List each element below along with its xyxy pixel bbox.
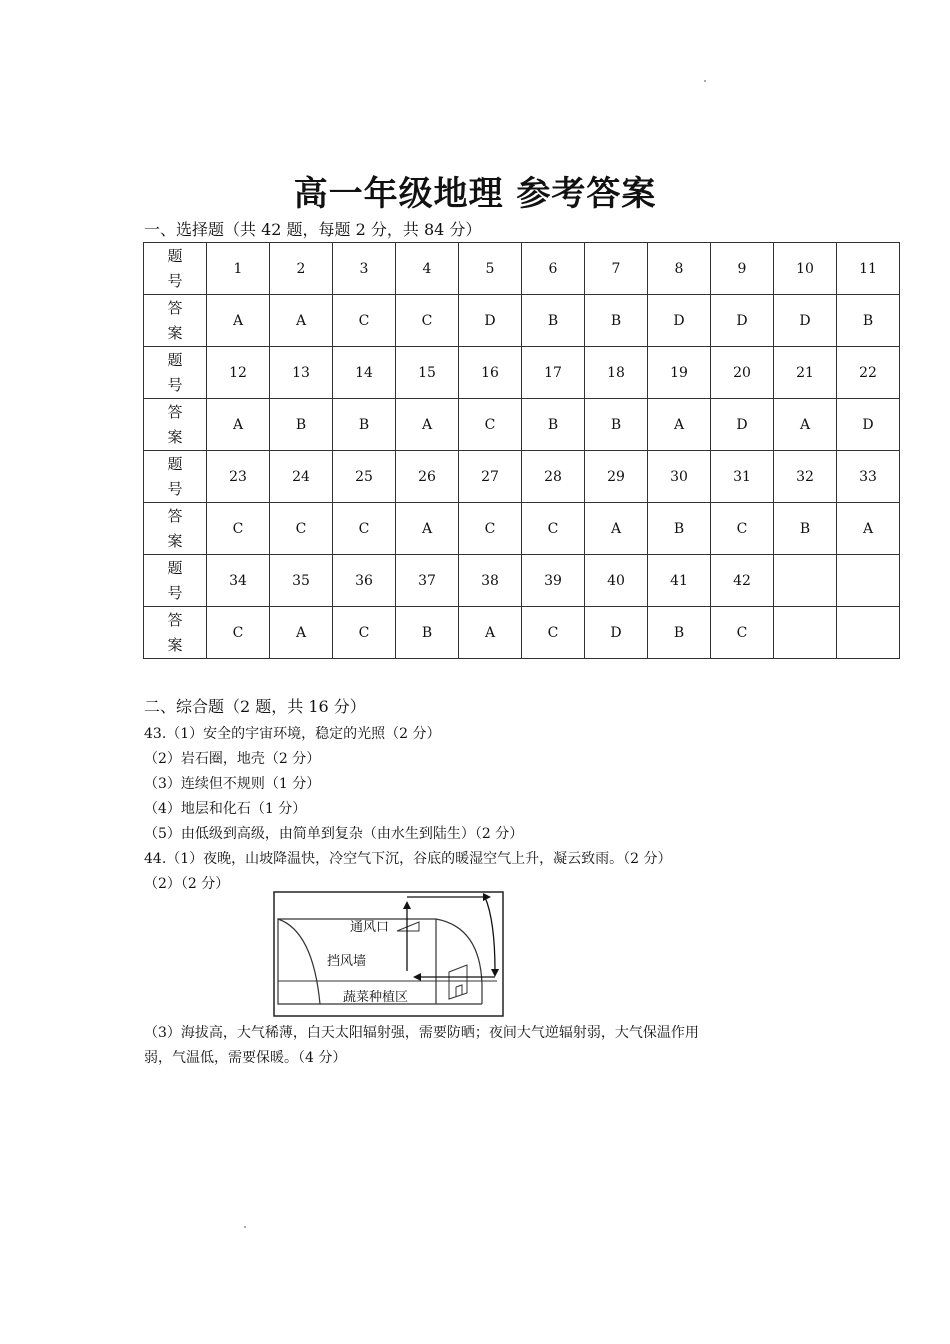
answer-cell: A (585, 503, 648, 555)
answer-cell: C (711, 503, 774, 555)
question-number-cell: 37 (396, 555, 459, 607)
question-number-cell: 40 (585, 555, 648, 607)
answer-row (144, 607, 900, 659)
answer-cell: B (648, 607, 711, 659)
question-number-cell: 4 (396, 243, 459, 295)
question-number-cell: 20 (711, 347, 774, 399)
question-number-cell: 36 (333, 555, 396, 607)
label-wall: 挡风墙 (327, 954, 367, 969)
question-number-cell: 22 (837, 347, 900, 399)
answer-cell: D (711, 295, 774, 347)
question-number-cell: 17 (522, 347, 585, 399)
question-number-cell: 2 (270, 243, 333, 295)
answer-cell: C (270, 503, 333, 555)
answer-cell: C (333, 607, 396, 659)
answer-cell (774, 607, 837, 659)
answer-line: （3）海拔高，大气稀薄，白天太阳辐射强，需要防晒；夜间大气逆辐射弱，大气保温作用 (144, 1025, 699, 1041)
answer-cell: D (774, 295, 837, 347)
answer-cell: B (648, 503, 711, 555)
answer-line: 43.（1）安全的宇宙环境，稳定的光照（2 分） (144, 726, 441, 742)
answer-cell: D (837, 399, 900, 451)
row-label-answer: 答 案 (144, 399, 207, 451)
question-number-cell: 30 (648, 451, 711, 503)
answer-cell: C (333, 295, 396, 347)
question-number-cell: 41 (648, 555, 711, 607)
question-number-cell: 19 (648, 347, 711, 399)
answer-cell: B (837, 295, 900, 347)
answer-cell: C (207, 607, 270, 659)
answer-cell: A (396, 503, 459, 555)
question-number-cell: 3 (333, 243, 396, 295)
question-number-cell: 32 (774, 451, 837, 503)
question-number-row (144, 243, 900, 295)
question-number-cell: 14 (333, 347, 396, 399)
answer-cell: B (522, 399, 585, 451)
question-number-cell: 35 (270, 555, 333, 607)
answer-row (144, 399, 900, 451)
answer-cell: D (459, 295, 522, 347)
answer-cell: C (459, 399, 522, 451)
answer-cell: C (396, 295, 459, 347)
question-number-cell: 1 (207, 243, 270, 295)
question-number-cell: 10 (774, 243, 837, 295)
question-number-cell: 38 (459, 555, 522, 607)
question-number-row (144, 451, 900, 503)
question-number-cell: 21 (774, 347, 837, 399)
answer-line: （3）连续但不规则（1 分） (144, 776, 321, 792)
answer-cell: B (333, 399, 396, 451)
answer-cell: A (207, 295, 270, 347)
question-number-cell: 16 (459, 347, 522, 399)
answer-line: （5）由低级到高级，由简单到复杂（由水生到陆生）（2 分） (144, 826, 524, 842)
question-number-cell: 18 (585, 347, 648, 399)
question-number-cell: 28 (522, 451, 585, 503)
answer-cell: A (207, 399, 270, 451)
row-label-question: 题 号 (144, 347, 207, 399)
answer-row (144, 295, 900, 347)
question-number-cell: 25 (333, 451, 396, 503)
row-label-question: 题 号 (144, 555, 207, 607)
answer-cell: B (585, 295, 648, 347)
question-number-cell: 33 (837, 451, 900, 503)
answer-cell: D (711, 399, 774, 451)
question-number-cell: 39 (522, 555, 585, 607)
question-number-cell: 27 (459, 451, 522, 503)
answer-cell: C (459, 503, 522, 555)
page-title: 高一年级地理 参考答案 (293, 174, 657, 214)
answer-cell: B (396, 607, 459, 659)
section-1-heading: 一、选择题（共 42 题，每题 2 分，共 84 分） (144, 220, 482, 239)
greenhouse-diagram (273, 891, 504, 1017)
row-label-answer: 答 案 (144, 295, 207, 347)
question-number-cell: 7 (585, 243, 648, 295)
answer-table (143, 242, 900, 659)
question-number-cell: 26 (396, 451, 459, 503)
answer-cell: A (270, 607, 333, 659)
answer-cell: B (774, 503, 837, 555)
scan-speck (244, 1226, 246, 1228)
answer-cell: B (270, 399, 333, 451)
question-number-cell: 34 (207, 555, 270, 607)
answer-line: 弱，气温低，需要保暖。（4 分） (144, 1050, 347, 1066)
question-number-cell: 8 (648, 243, 711, 295)
question-number-cell: 9 (711, 243, 774, 295)
question-number-cell (837, 555, 900, 607)
question-number-cell: 5 (459, 243, 522, 295)
label-area: 蔬菜种植区 (343, 990, 409, 1005)
answer-cell: B (522, 295, 585, 347)
answer-cell: C (711, 607, 774, 659)
answer-cell: C (333, 503, 396, 555)
answer-cell: D (648, 295, 711, 347)
answer-cell: A (774, 399, 837, 451)
answer-cell: A (270, 295, 333, 347)
row-label-answer: 答 案 (144, 607, 207, 659)
answer-cell: A (459, 607, 522, 659)
row-label-question: 题 号 (144, 243, 207, 295)
answer-line: 44.（1）夜晚，山坡降温快，冷空气下沉，谷底的暖湿空气上升，凝云致雨。（2 分） (144, 851, 672, 867)
answer-line: （4）地层和化石（1 分） (144, 801, 307, 817)
answer-line: （2）岩石圈，地壳（2 分） (144, 751, 321, 767)
label-vent: 通风口 (350, 920, 390, 935)
answer-cell: C (522, 607, 585, 659)
question-number-cell: 29 (585, 451, 648, 503)
answer-cell: B (585, 399, 648, 451)
answer-cell: D (585, 607, 648, 659)
scan-speck (704, 80, 706, 82)
answer-cell: A (396, 399, 459, 451)
answer-line: （2）（2 分） (144, 876, 230, 892)
question-number-cell: 31 (711, 451, 774, 503)
row-label-answer: 答 案 (144, 503, 207, 555)
question-number-cell (774, 555, 837, 607)
question-number-cell: 42 (711, 555, 774, 607)
question-number-cell: 23 (207, 451, 270, 503)
row-label-question: 题 号 (144, 451, 207, 503)
question-number-cell: 6 (522, 243, 585, 295)
question-number-cell: 12 (207, 347, 270, 399)
question-number-cell: 11 (837, 243, 900, 295)
question-number-row (144, 347, 900, 399)
answer-cell: A (837, 503, 900, 555)
question-number-cell: 15 (396, 347, 459, 399)
answer-row (144, 503, 900, 555)
question-number-cell: 24 (270, 451, 333, 503)
question-number-row (144, 555, 900, 607)
question-number-cell: 13 (270, 347, 333, 399)
answer-cell: A (648, 399, 711, 451)
answer-cell (837, 607, 900, 659)
section-2-heading: 二、综合题（2 题，共 16 分） (144, 697, 366, 716)
answer-cell: C (207, 503, 270, 555)
answer-cell: C (522, 503, 585, 555)
